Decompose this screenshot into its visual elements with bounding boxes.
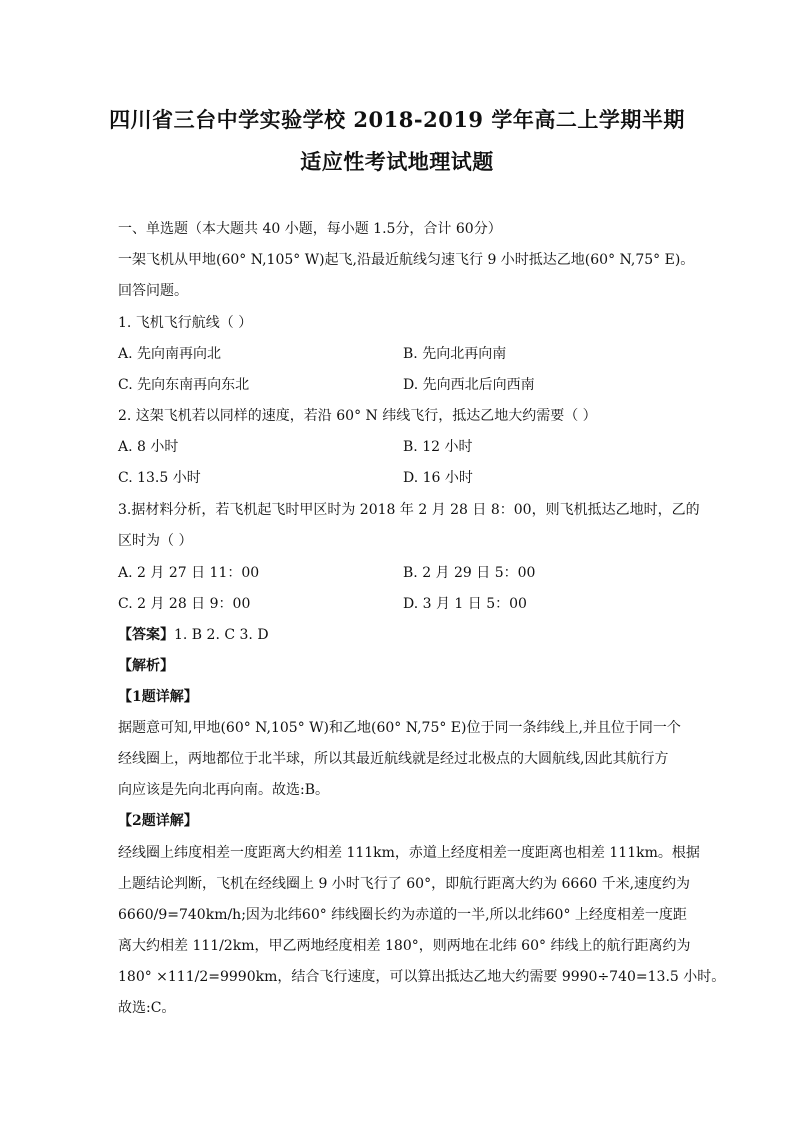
question-1-option-d: D. 先向西北后向西南 — [403, 377, 535, 393]
detail-1-line-1: 据题意可知,甲地(60° N,105° W)和乙地(60° N,75° E)位于同一条纬线上,并且位于同一个 — [118, 720, 681, 736]
question-2-option-c: C. 13.5 小时 — [118, 470, 201, 486]
question-1-option-b: B. 先向北再向南 — [403, 346, 507, 362]
question-1-stem: 1. 飞机飞行航线（ ） — [118, 315, 253, 331]
question-3-option-b: B. 2 月 29 日 5：00 — [403, 565, 536, 581]
question-1-option-a: A. 先向南再向北 — [118, 346, 222, 362]
question-3-option-c: C. 2 月 28 日 9：00 — [118, 596, 251, 612]
detail-2-line-1: 经线圈上纬度相差一度距离大约相差 111km，赤道上经度相差一度距离也相差 111km。根据 — [118, 845, 700, 861]
detail-2-line-4: 离大约相差 111/2km，甲乙两地经度相差 180°，则两地在北纬 60° 纬线上的航行距离约为 — [118, 938, 691, 954]
question-2-stem: 2. 这架飞机若以同样的速度，若沿 60° N 纬线飞行，抵达乙地大约需要（ ） — [118, 408, 597, 424]
detail-2-line-3: 6660/9=740km/h;因为北纬60° 纬线圈长约为赤道的一半,所以北纬60° 上经度相差一度距 — [118, 907, 687, 923]
detail-1-line-3: 向应该是先向北再向南。故选:B。 — [118, 782, 330, 798]
detail-1-label: 【1题详解】 — [118, 689, 198, 705]
analysis-label: 【解析】 — [118, 658, 174, 674]
detail-2-label: 【2题详解】 — [118, 813, 198, 829]
question-3-stem-line-2: 区时为（ ） — [118, 533, 193, 549]
question-2-option-b: B. 12 小时 — [403, 439, 473, 455]
intro-line-2: 回答问题。 — [118, 283, 188, 299]
title-line-2: 适应性考试地理试题 — [300, 149, 494, 174]
question-3-stem-line-1: 3.据材料分析，若飞机起飞时甲区时为 2018 年 2 月 28 日 8：00，则飞机抵达乙地时，乙的 — [118, 502, 700, 518]
section-header: 一、单选题（本大题共 40 小题，每小题 1.5分，合计 60分） — [118, 221, 502, 237]
title-line-1: 四川省三台中学实验学校 2018-2019 学年高二上学期半期 — [109, 107, 685, 132]
question-1-option-c: C. 先向东南再向东北 — [118, 377, 250, 393]
detail-2-line-5: 180° ×111/2=9990km，结合飞行速度，可以算出抵达乙地大约需要 9990÷740=13.5 小时。 — [118, 969, 726, 985]
question-3-option-d: D. 3 月 1 日 5：00 — [403, 596, 527, 612]
intro-line-1: 一架飞机从甲地(60° N,105° W)起飞,沿最近航线匀速飞行 9 小时抵达乙地(60° N,75° E)。 — [118, 252, 695, 268]
answer-text: 1. B 2. C 3. D — [174, 627, 269, 643]
answer-label: 【答案】 — [118, 627, 174, 643]
detail-1-line-2: 经线圈上，两地都位于北半球，所以其最近航线就是经过北极点的大圆航线,因此其航行方 — [118, 751, 669, 767]
question-2-option-d: D. 16 小时 — [403, 470, 473, 486]
question-3-option-a: A. 2 月 27 日 11：00 — [118, 565, 260, 581]
answer-line — [118, 624, 269, 644]
detail-2-line-2: 上题结论判断，飞机在经线圈上 9 小时飞行了 60°，即航行距离大约为 6660 千米,速度约为 — [118, 876, 691, 892]
detail-2-line-6: 故选:C。 — [118, 1000, 176, 1016]
question-2-option-a: A. 8 小时 — [118, 439, 179, 455]
